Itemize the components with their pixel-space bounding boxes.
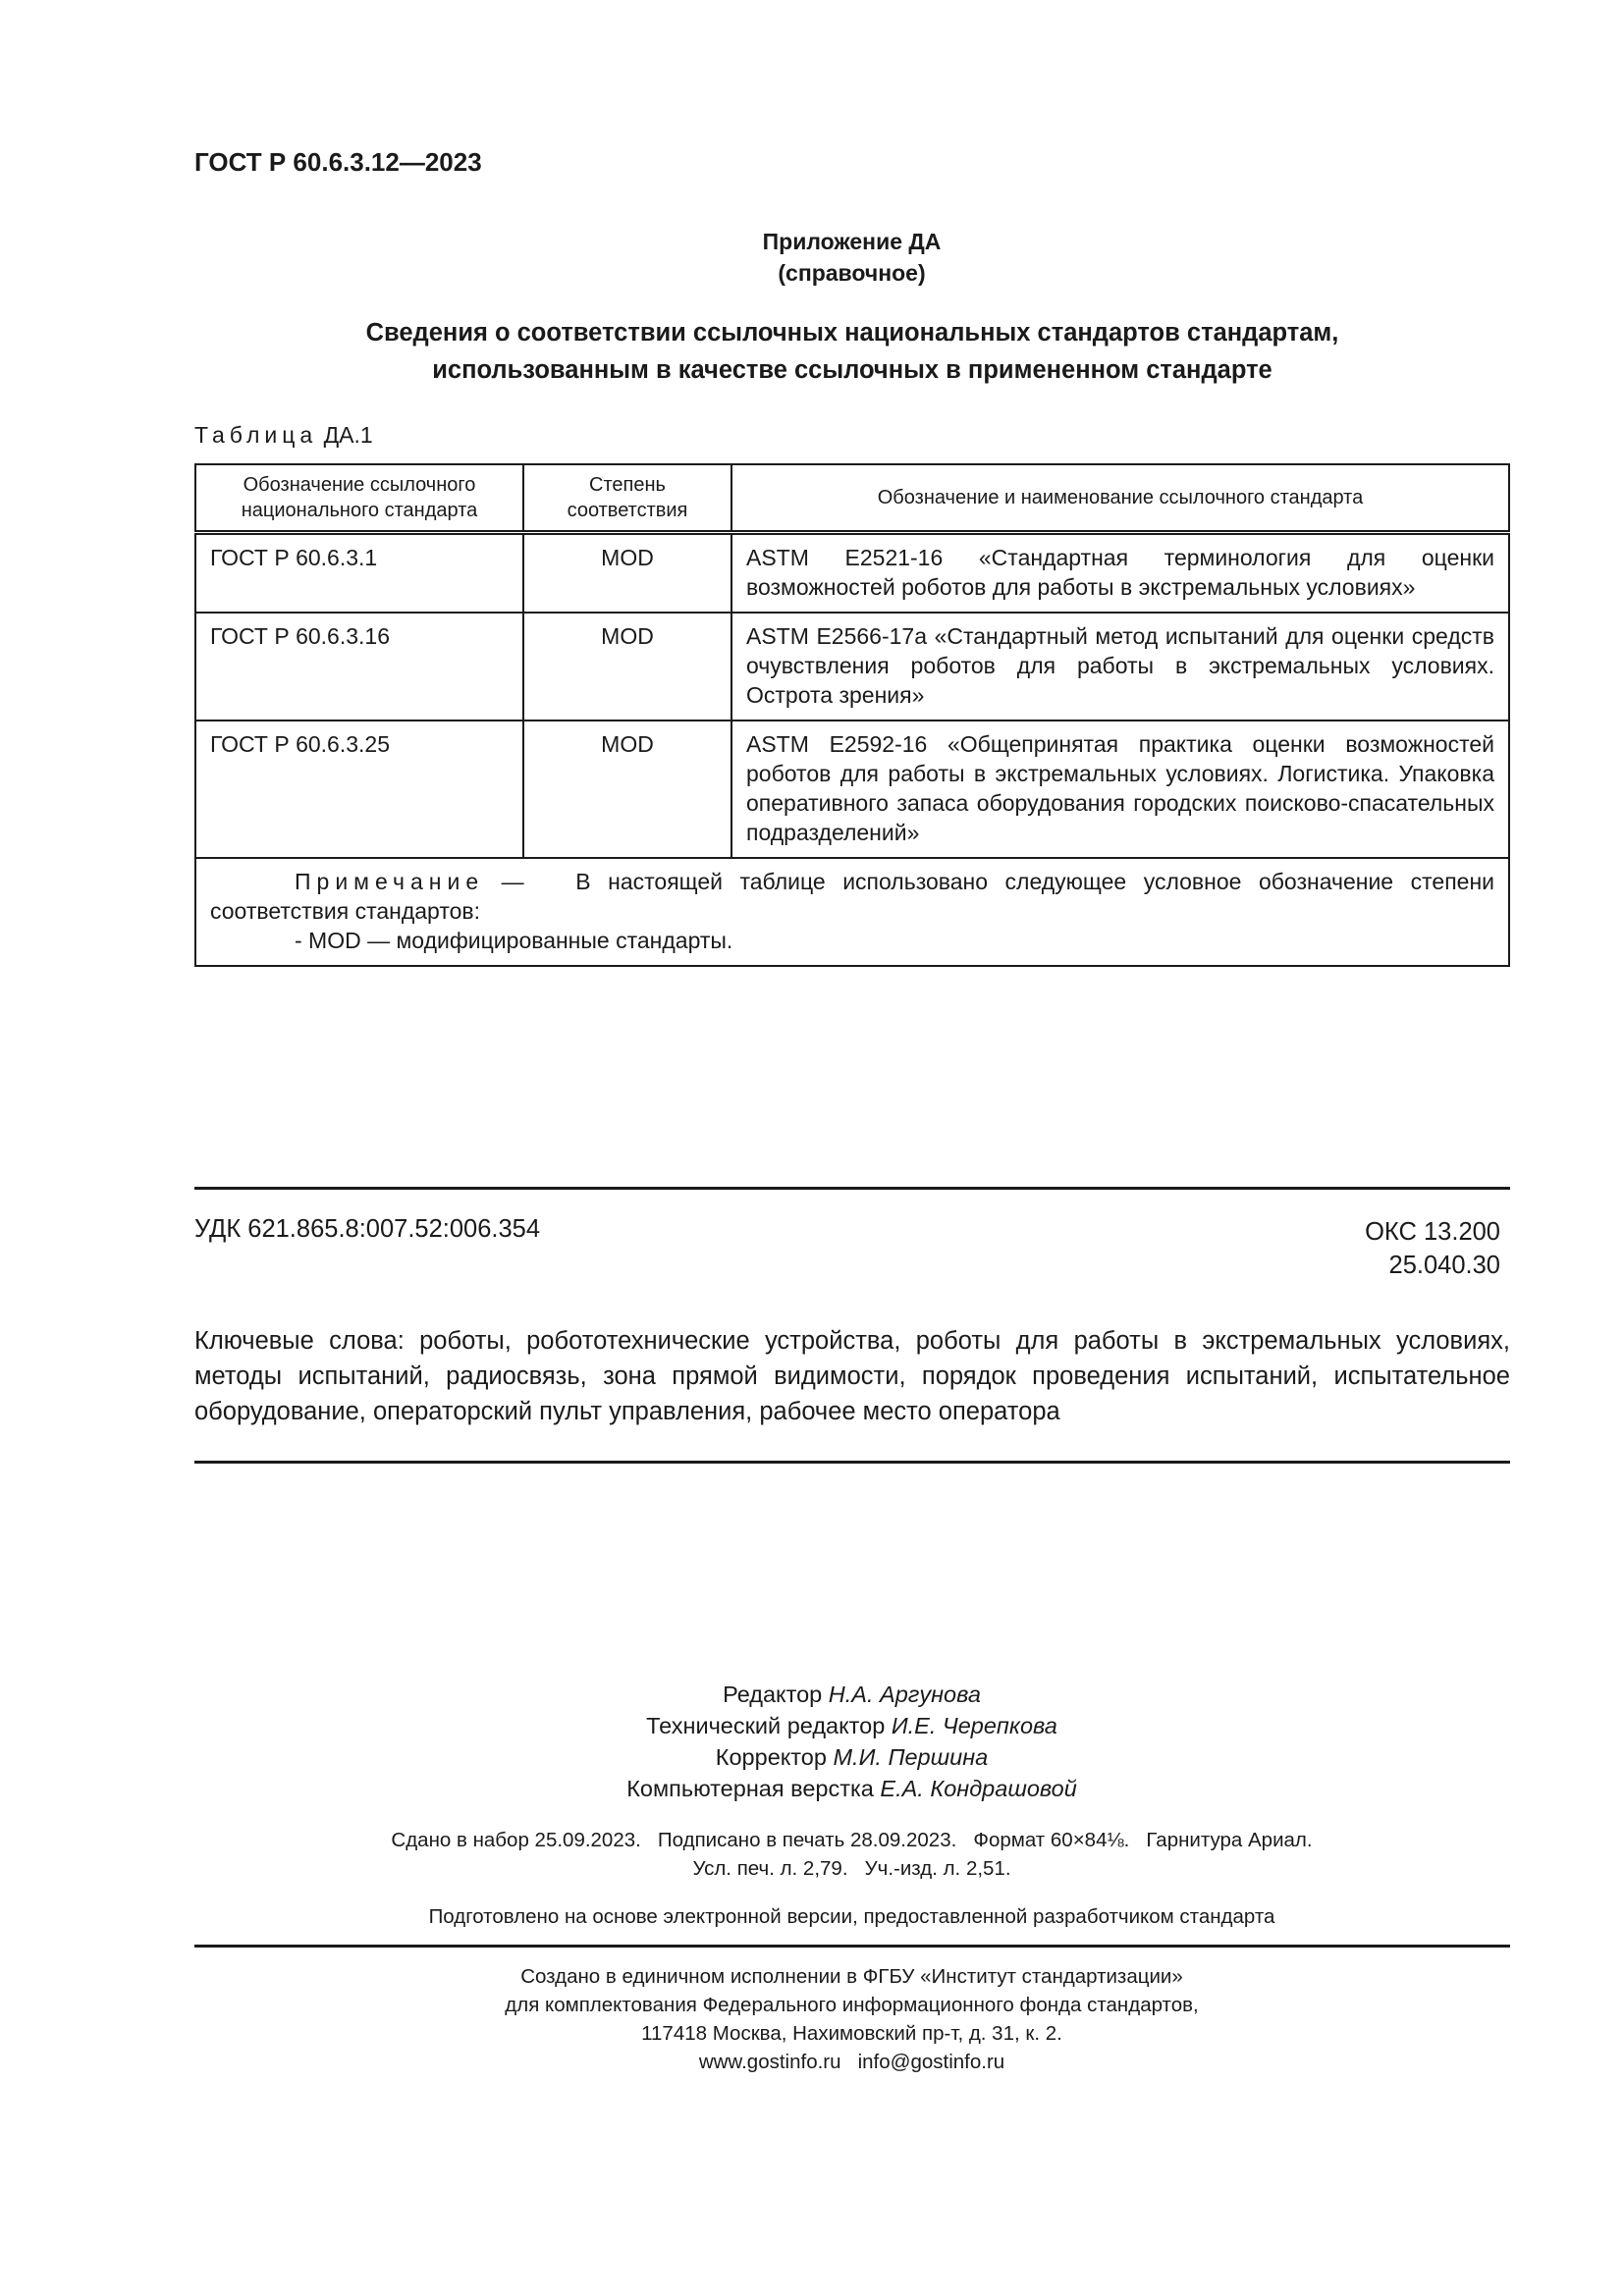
table-label-word: Таблица [194,422,318,448]
created-info [0,1962,1624,2076]
cell-national: ГОСТ Р 60.6.3.16 [195,613,523,721]
print-line-2: Усл. печ. л. 2,79. Уч.-изд. л. 2,51. [692,1857,1011,1880]
note-paragraph [210,867,1494,926]
section-heading [194,314,1510,389]
credit-name: Н.А. Аргунова [828,1682,981,1707]
table-row [195,533,1509,614]
note-bullet: - MOD — модифицированные стандарты. [295,928,733,953]
credit-name: М.И. Першина [833,1744,989,1770]
header-reference-standard: Обозначение и наименование ссылочного стандарта [731,464,1509,533]
created-line-2: для комплектования Федерального информационного фонда стандартов, [505,1994,1199,2016]
credit-role: Технический редактор [646,1713,886,1738]
prepared-note: Подготовлено на основе электронной версии, предоставленной разработчиком стандарта [428,1905,1275,1928]
created-line-1: Создано в единичном исполнении в ФГБУ «Институт стандартизации» [520,1965,1183,1988]
table-row [195,721,1509,858]
credit-role: Компьютерная верстка [626,1776,874,1801]
note-dash: — [501,869,524,894]
annex-title [0,226,1624,289]
note-word: Примечание [295,869,485,894]
credit-name: Е.А. Кондрашовой [880,1776,1077,1801]
header-degree: Степень соответствия [523,464,731,533]
standard-id: ГОСТ Р 60.6.3.12—2023 [194,147,482,177]
cell-reference: ASTM E2592-16 «Общепринятая практика оценки возможностей роботов для работы в экстремальных условиях. Логистика. Упаковка оперативного запаса оборудования городских поисково-спасательных подразделений» [731,721,1509,858]
heading-line-1: Сведения о соответствии ссылочных национальных стандартов стандартам, [365,319,1339,347]
cell-degree: MOD [523,533,731,614]
credit-line [0,1679,1624,1710]
credit-role: Редактор [723,1682,823,1707]
reference-standards-table [194,463,1510,967]
created-line-4: www.gostinfo.ru info@gostinfo.ru [698,2051,1005,2073]
table-note-row [195,858,1509,966]
cell-national: ГОСТ Р 60.6.3.25 [195,721,523,858]
credit-name: И.Е. Черепкова [891,1713,1057,1738]
created-line-3: 117418 Москва, Нахимовский пр-т, д. 31, к. 2. [641,2022,1062,2045]
credit-role: Корректор [715,1744,827,1770]
udk-code: УДК 621.865.8:007.52:006.354 [194,1215,541,1243]
cell-degree: MOD [523,613,731,721]
table-label [194,422,373,449]
credit-line [0,1773,1624,1804]
cell-national: ГОСТ Р 60.6.3.1 [195,533,523,614]
divider [194,1945,1510,1948]
keywords: Ключевые слова: роботы, робототехнические устройства, роботы для работы в экстремальных условиях, методы испытаний, радиосвязь, зона прямой видимости, порядок проведения испытаний, испытательное оборудование, операторский пульт управления, рабочее место оператора [194,1327,1510,1425]
credit-line [0,1741,1624,1773]
oks-line-1: ОКС 13.200 [1365,1218,1500,1246]
cell-reference: ASTM E2521-16 «Стандартная терминология для оценки возможностей роботов для работы в экстремальных условиях» [731,533,1509,614]
annex-name: Приложение ДА [762,229,942,254]
divider [194,1187,1510,1190]
table-row [195,613,1509,721]
note-text: В настоящей таблице использовано следующее условное обозначение степени соответствия стандартов: [210,869,1494,924]
cell-degree: MOD [523,721,731,858]
cell-reference: ASTM E2566-17a «Стандартный метод испытаний для оценки средств очувствления роботов для работы в экстремальных условиях. Острота зрения» [731,613,1509,721]
annex-kind: (справочное) [778,260,926,286]
credit-line [0,1710,1624,1741]
print-line-1: Сдано в набор 25.09.2023. Подписано в печать 28.09.2023. Формат 60×84⅛. Гарнитура Ариал. [391,1829,1313,1851]
table-header-row [195,464,1509,533]
table-note [195,858,1509,966]
oks-line-2: 25.040.30 [1388,1252,1500,1279]
print-info [0,1826,1624,1883]
oks-codes [1365,1215,1500,1282]
table-label-number: ДА.1 [323,422,373,448]
header-national-standard: Обозначение ссылочного национального стандарта [195,464,523,533]
credits [0,1679,1624,1804]
divider [194,1461,1510,1464]
heading-line-2: использованным в качестве ссылочных в примененном стандарте [432,356,1272,384]
